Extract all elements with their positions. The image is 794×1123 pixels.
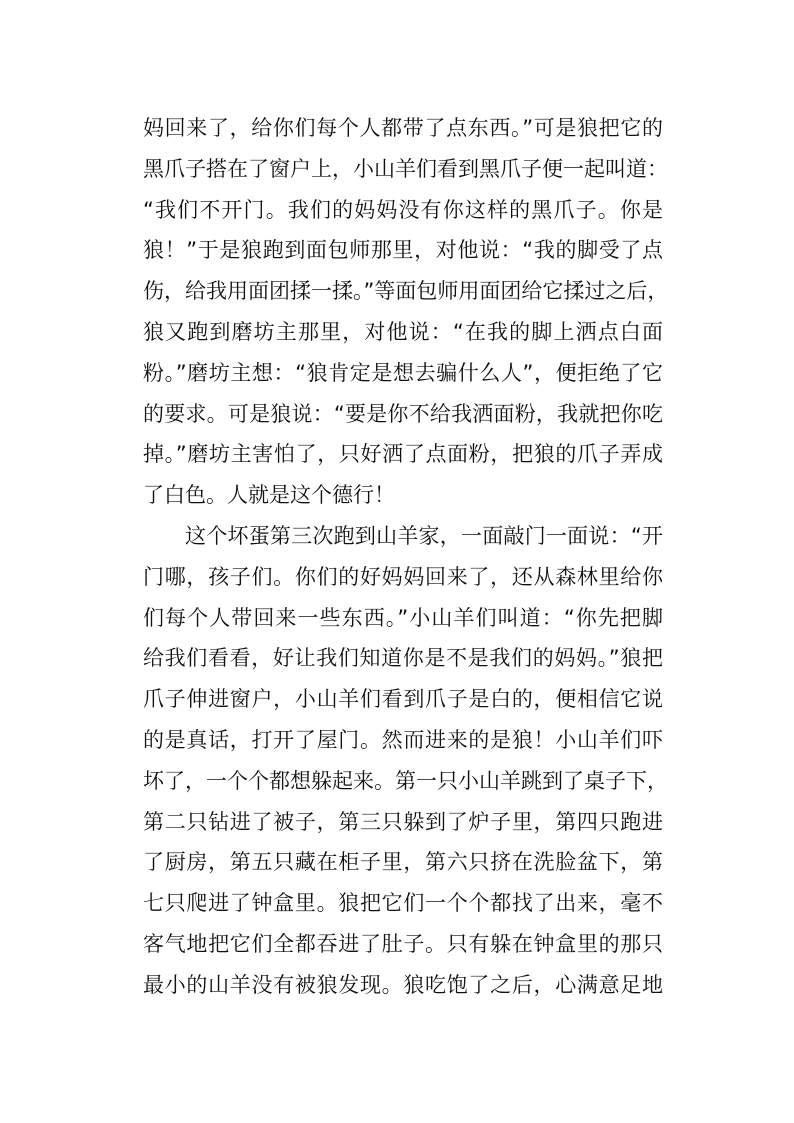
text-line: 坏了，一个个都想躲起来。第一只小山羊跳到了桌子下，: [143, 768, 668, 793]
text-line: 的是真话，打开了屋门。然而进来的是狼！小山羊们吓: [143, 727, 663, 752]
text-line: 掉。”磨坊主害怕了，只好洒了点面粉，把狼的爪子弄成: [143, 442, 663, 467]
text-line: 的要求。可是狼说：“要是你不给我洒面粉，我就把你吃: [143, 401, 663, 426]
text-line: “我们不开门。我们的妈妈没有你这样的黑爪子。你是: [143, 197, 663, 222]
text-line: 第二只钻进了被子，第三只躲到了炉子里，第四只跑进: [143, 809, 663, 834]
text-line: 客气地把它们全都吞进了肚子。只有躲在钟盒里的那只: [143, 931, 663, 956]
text-line: 了厨房，第五只藏在柜子里，第六只挤在洗脸盆下，第: [143, 850, 663, 875]
text-line: 伤，给我用面团揉一揉。”等面包师用面团给它揉过之后，: [143, 279, 669, 304]
paragraph-first-line: 这个坏蛋第三次跑到山羊家，一面敲门一面说：“开: [185, 523, 663, 548]
text-line: 了白色。人就是这个德行！: [143, 483, 395, 508]
text-line: 黑爪子搭在了窗户上，小山羊们看到黑爪子便一起叫道：: [143, 156, 668, 181]
text-line: 最小的山羊没有被狼发现。狼吃饱了之后，心满意足地: [143, 972, 663, 997]
text-line: 七只爬进了钟盒里。狼把它们一个个都找了出来，毫不: [143, 891, 663, 916]
text-line: 门哪，孩子们。你们的好妈妈回来了，还从森林里给你: [143, 564, 663, 589]
text-line: 狼！”于是狼跑到面包师那里，对他说：“我的脚受了点: [143, 238, 663, 263]
text-line: 粉。”磨坊主想：“狼肯定是想去骗什么人”，便拒绝了它: [143, 360, 663, 385]
text-line: 爪子伸进窗户，小山羊们看到爪子是白的，便相信它说: [143, 687, 663, 712]
text-line: 给我们看看，好让我们知道你是不是我们的妈妈。”狼把: [143, 646, 663, 671]
text-line: 妈回来了，给你们每个人都带了点东西。”可是狼把它的: [143, 116, 663, 140]
story-text-body: [143, 108, 669, 1006]
text-line: 们每个人带回来一些东西。”小山羊们叫道：“你先把脚: [143, 605, 663, 630]
text-line: 狼又跑到磨坊主那里，对他说：“在我的脚上洒点白面: [143, 319, 663, 344]
